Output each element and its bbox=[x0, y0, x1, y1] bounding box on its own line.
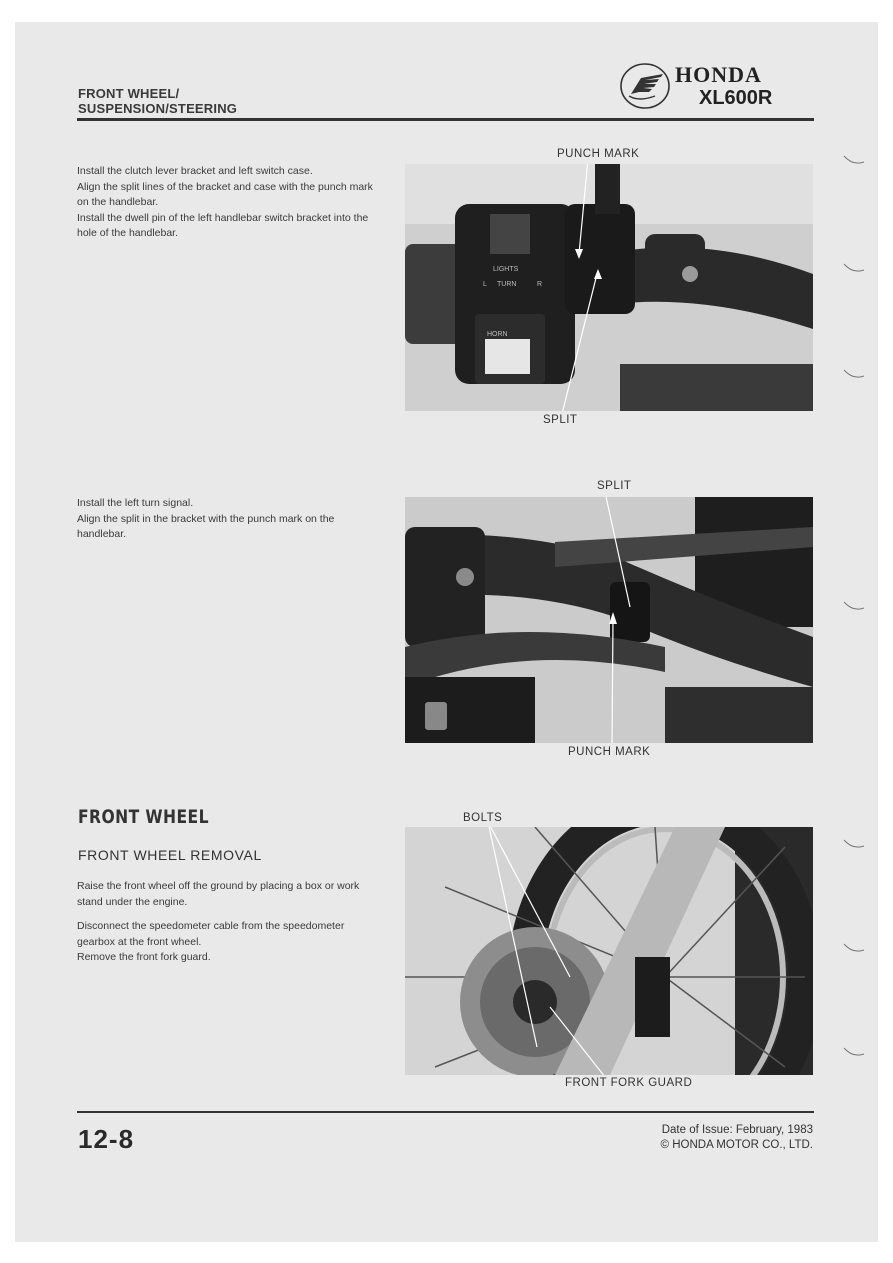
photo-front-wheel bbox=[405, 827, 813, 1075]
step-1-paragraph: Install the dwell pin of the left handlebar switch bracket into the hole of the handlebar. bbox=[77, 211, 369, 239]
switch-label-horn: HORN bbox=[487, 331, 508, 338]
section-heading-line-1: FRONT WHEEL/ bbox=[78, 86, 180, 101]
callout-punch-mark: PUNCH MARK bbox=[568, 746, 651, 758]
section-heading bbox=[78, 86, 237, 116]
switch-label-right: R bbox=[537, 281, 543, 288]
callout-split: SPLIT bbox=[543, 414, 578, 426]
callout-bolts: BOLTS bbox=[463, 812, 503, 824]
callout-punch-mark: PUNCH MARK bbox=[557, 148, 640, 160]
photo-left-turn-signal bbox=[405, 497, 813, 743]
model-name: XL600R bbox=[699, 87, 773, 109]
section-heading-line-2: SUSPENSION/STEERING bbox=[78, 101, 238, 116]
step-1-instructions bbox=[77, 164, 382, 242]
page-number: 12-8 bbox=[78, 1124, 135, 1154]
callout-split: SPLIT bbox=[597, 480, 632, 492]
subsection-title: FRONT WHEEL REMOVAL bbox=[78, 847, 262, 863]
step-1-paragraph: Install the clutch lever bracket and left switch case. bbox=[77, 165, 313, 177]
front-wheel-paragraph: Raise the front wheel off the ground by placing a box or work stand under the engine. bbox=[77, 880, 360, 908]
edge-tab-mark bbox=[843, 942, 865, 954]
edge-tab-mark bbox=[843, 838, 865, 850]
header-rule bbox=[77, 118, 814, 121]
photo-left-switch-case bbox=[405, 164, 813, 411]
issue-info bbox=[600, 1123, 813, 1153]
switch-label-lights: LIGHTS bbox=[493, 266, 519, 273]
section-title: FRONT WHEEL bbox=[78, 806, 209, 828]
copyright: © HONDA MOTOR CO., LTD. bbox=[660, 1139, 813, 1151]
step-2-paragraph: Install the left turn signal. bbox=[77, 497, 194, 509]
step-2-paragraph: Align the split in the bracket with the punch mark on the handlebar. bbox=[77, 512, 335, 540]
step-1-paragraph: Align the split lines of the bracket and case with the punch mark on the handlebar. bbox=[77, 180, 373, 208]
edge-tab-mark bbox=[843, 600, 865, 612]
edge-tab-mark bbox=[843, 1046, 865, 1058]
switch-label-left: L bbox=[483, 281, 487, 288]
callout-front-fork-guard: FRONT FORK GUARD bbox=[565, 1077, 693, 1089]
footer-rule bbox=[77, 1111, 814, 1113]
honda-wing-logo bbox=[619, 62, 671, 110]
switch-label-turn: TURN bbox=[497, 281, 517, 288]
edge-tab-mark bbox=[843, 368, 865, 380]
edge-tab-mark bbox=[843, 154, 865, 166]
step-2-instructions bbox=[77, 496, 382, 543]
edge-tab-mark bbox=[843, 262, 865, 274]
brand-name: HONDA bbox=[675, 62, 762, 87]
front-wheel-paragraph: Disconnect the speedometer cable from the speedometer gearbox at the front wheel. Remove the front fork guard. bbox=[77, 920, 345, 963]
issue-date: Date of Issue: February, 1983 bbox=[661, 1124, 813, 1136]
front-wheel-instructions bbox=[77, 879, 382, 966]
